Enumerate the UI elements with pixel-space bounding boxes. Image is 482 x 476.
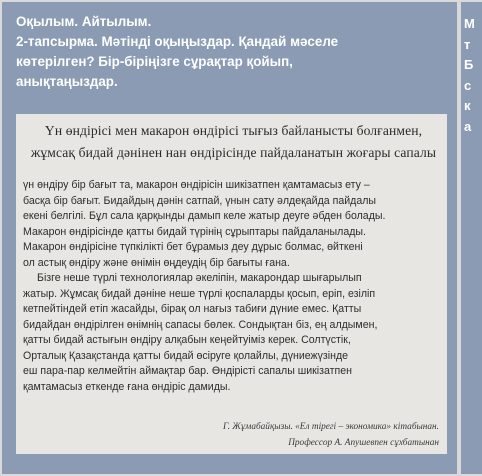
task-line: 2-тапсырма. Мәтінді оқыңыздар. Қандай мәселе bbox=[16, 34, 339, 49]
next-task-letter: Б bbox=[464, 57, 474, 72]
next-task-letter: М bbox=[464, 16, 475, 31]
text-body-line: қатты бидай астығын өндіру алқабын кеңейтуіміз керек. Солтүстік, bbox=[23, 334, 351, 346]
text-body-line: жатыр. Жұмсақ бидай дәніне неше түрлі қоспаларды қосып, еріп, езіліп bbox=[23, 287, 376, 300]
next-task-text bbox=[464, 14, 475, 137]
text-body bbox=[23, 178, 443, 395]
task-heading: Оқылым. Айтылым. bbox=[16, 14, 152, 29]
next-task-letter: с bbox=[464, 77, 472, 93]
text-body-line: басқа бір бағыт. Бидайдың дәнін сатпай, үнын сату әлдеқайда пайдалы bbox=[23, 194, 377, 207]
source-credit: Г. Жұмабайқызы. «Ел тірегі – экономика» кітабынан. bbox=[222, 422, 439, 432]
text-body-line: ол астық өндіру және өнімін өңдеудің бір бағыты ғана. bbox=[23, 256, 290, 269]
text-body-line: Орталық Қазақстанда қатты бидай өсіруге қолайлы, дүниежүзінде bbox=[23, 349, 349, 362]
task-panel bbox=[2, 2, 457, 474]
next-task-letter: т bbox=[464, 36, 471, 52]
textbook-photo bbox=[16, 114, 447, 454]
text-body-line: Макарон өндірісіне түпкілікті бет бұрамыз деу дұрыс болмас, өйткені bbox=[23, 241, 363, 253]
text-title-line: Үн өндірісі мен макарон өндірісі тығыз байланысты болғанмен, bbox=[44, 123, 423, 138]
text-body-line: Бізге неше түрлі технологиялар әкеліпін, макарондар шығарылып bbox=[37, 272, 362, 284]
text-body-line: кетпейтіндей етіп жасайды, бірақ ол нағыз табиғи дүние емес. Қатты bbox=[23, 303, 362, 315]
task-line: көтерілген? Бір-біріңізге сұрақтар қойып, bbox=[16, 54, 293, 69]
text-body-line: үн өндіру бір бағыт та, макарон өндірісін шикізатпен қамтамасыз ету – bbox=[23, 179, 370, 191]
task-line: анықтаңыздар. bbox=[16, 74, 118, 89]
text-title-line: жұмсақ бидай дәнінен нан өндірісінде пайдаланатын жоғары сапалы bbox=[30, 145, 437, 160]
text-body-line: еш пара-пар келмейтін аймақтар бар. Өндірісті сапалы шикізатпен bbox=[23, 365, 353, 377]
text-body-line: бидайдан өндірілген өнімнің сапасы бөлек. Сондықтан біз, ең алдымен, bbox=[23, 318, 378, 331]
interview-credit: Профессор А. Апушевпен сұхбатынан bbox=[288, 438, 439, 448]
task-instructions bbox=[16, 12, 446, 92]
next-task-letter: к bbox=[464, 98, 471, 113]
next-task-letter: а bbox=[464, 118, 472, 134]
text-body-line: екені белгілі. Бұл сала қарқынды дамып келе жатыр деуге әбден болады. bbox=[23, 210, 386, 222]
next-task-panel bbox=[461, 2, 482, 474]
text-title bbox=[26, 120, 441, 164]
text-body-line: қамтамасыз еткенде ғана өндіріс дамиды. bbox=[23, 380, 231, 393]
text-body-line: Макарон өндірісінде қатты бидай түрінің сұрыптары пайдаланылады. bbox=[23, 225, 366, 238]
